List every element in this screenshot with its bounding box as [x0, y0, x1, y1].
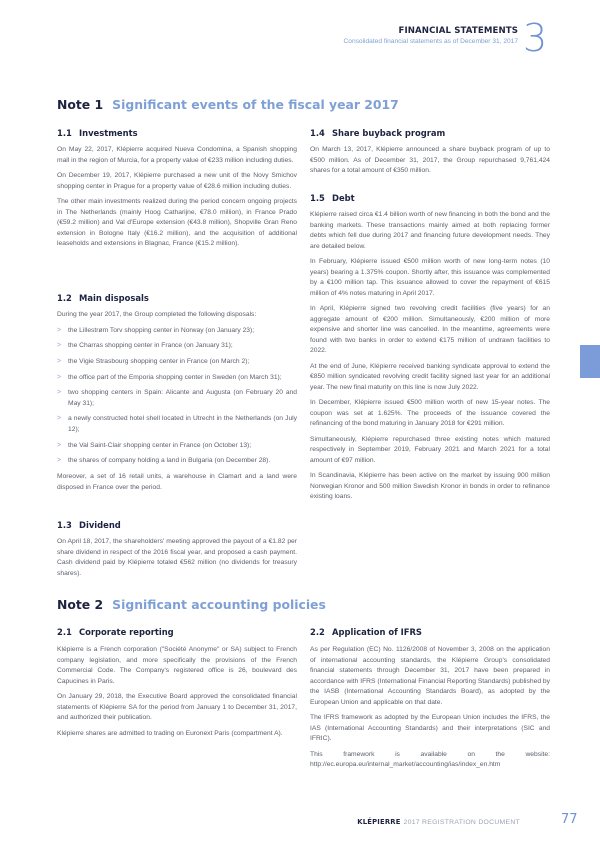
note-1-heading	[57, 97, 399, 113]
note-title: Significant events of the fiscal year 2017	[112, 97, 399, 112]
section-1-4-body	[310, 145, 550, 182]
paragraph: Simultaneously, Klépierre repurchased three existing notes which matured respectively in September 2019, February 2021 and March 2021 for a total amount of €97 million.	[310, 435, 550, 464]
note-number: Note 2	[57, 597, 104, 612]
section-number: 1.4	[310, 128, 325, 138]
section-1-4-heading	[310, 128, 445, 139]
section-number: 1.3	[57, 520, 72, 530]
paragraph: On January 29, 2018, the Executive Board approved the consolidated financial statements of Klépierre SA for the period from January 1 to December 31, 2017, and authorized their publication.	[57, 693, 297, 721]
page-footer	[357, 817, 520, 828]
list-item-text: the shares of company holding a land in Bulgaria (on December 28).	[68, 457, 271, 465]
section-1-1-heading	[57, 128, 138, 139]
page-number: 77	[561, 812, 578, 827]
paragraph: Moreover, a set of 16 retail units, a warehouse in Clamart and a land were disposed in France over the period.	[57, 473, 297, 491]
section-title: Main disposals	[79, 293, 149, 303]
list-item-text: the Vigie Strasbourg shopping center in France (on March 2);	[68, 357, 250, 365]
section-1-1-body	[57, 145, 297, 255]
section-1-2-heading	[57, 293, 149, 304]
list-item-text: the office part of the Emporia shopping center in Sweden (on March 31);	[68, 373, 282, 381]
list-item	[57, 456, 297, 467]
section-title: Investments	[79, 128, 138, 138]
paragraph: On April 18, 2017, the shareholders' meeting approved the payout of a €1.82 per share dividend in respect of the 2016 fiscal year, and proposed a cash payment. Cash dividend paid by Klépierre totaled €562 million (no dividends for treasury shares).	[57, 538, 297, 577]
paragraph: In February, Klépierre issued €500 million worth of new long-term notes (10 years) bearing a 1.375% coupon. Shortly after, this issuance was complemented by a €100 million tap. This issuance allowed to cover the repayment of €615 million of 4% notes maturing in April 2017.	[310, 258, 550, 297]
list-item-text: two shopping centers in Spain: Alicante and Augusta (on February 20 and May 31);	[68, 389, 297, 407]
section-title: Share buyback program	[332, 128, 446, 138]
paragraph: On December 19, 2017, Klépierre purchased a new unit of the Novy Smichov shopping center in Prague for a property value of €28.6 million including duties.	[57, 172, 297, 190]
list-item	[57, 341, 297, 352]
section-number: 1.1	[57, 128, 72, 138]
section-number: 1.2	[57, 293, 72, 303]
list-item	[57, 388, 297, 409]
chevron-right-icon: >	[57, 415, 62, 423]
disposals-list	[57, 326, 297, 467]
list-item	[57, 414, 297, 435]
paragraph: This framework is available on the website: http://ec.europa.eu/internal_market/accounting/ias/index_en.htm	[310, 750, 550, 768]
paragraph: In Scandinavia, Klépierre has been active on the market by issuing 900 million Norwegian Kronor and 500 million Swedish Kronor in bonds in order to refinance existing loans.	[310, 472, 550, 500]
note-title: Significant accounting policies	[112, 597, 326, 612]
paragraph: At the end of June, Klépierre received banking syndicate approval to extend the €850 million syndicated revolving credit facility signed last year for an additional year. The new final maturity on this line is now July 2022.	[310, 362, 550, 391]
document-name: 2017 REGISTRATION DOCUMENT	[403, 819, 520, 826]
chevron-right-icon: >	[57, 357, 62, 365]
chevron-right-icon: >	[57, 373, 62, 381]
section-2-1-heading	[57, 627, 174, 638]
chapter-number: 3	[523, 16, 548, 60]
section-1-3-body	[57, 537, 297, 584]
chevron-right-icon: >	[57, 342, 62, 350]
list-item	[57, 373, 297, 384]
section-1-5-heading	[310, 193, 355, 204]
section-2-2-body	[310, 645, 550, 776]
section-number: 1.5	[310, 193, 325, 203]
running-header	[344, 26, 518, 47]
section-2-1-body	[57, 645, 297, 744]
section-1-2-body	[57, 310, 297, 498]
section-1-3-heading	[57, 520, 121, 531]
paragraph: In December, Klépierre issued €500 million worth of new 15-year notes. The coupon was set at 1.625%. The proceeds of the issuance covered the refinancing of the bond maturing in January 2018 for €291 million.	[310, 399, 550, 427]
section-2-2-heading	[310, 627, 422, 638]
paragraph: The other main investments realized during the period concern ongoing projects in The Netherlands (mainly Hoog Catharijne, €78.0 million), in France Prado (€59.2 million) and Val d'Europe extension (€43.8 million), Shopville Gran Reno extension in Bologne Italy (€16.2 million), and the acquisition of additional leaseholds and extensions in Blagnac, France (€15.2 million).	[57, 198, 297, 247]
section-number: 2.1	[57, 627, 72, 637]
header-title: FINANCIAL STATEMENTS	[398, 26, 518, 36]
section-1-5-body	[310, 210, 550, 508]
brand-name: KLÉPIERRE	[357, 818, 401, 826]
list-item-text: a newly constructed hotel shell located in Utrecht in the Netherlands (on July 12);	[68, 415, 297, 433]
paragraph: In April, Klépierre signed two revolving credit facilities (five years) for an aggregate amount of €200 million. Simultaneously, €200 million of more expensive and shorter line was cancelled. In the meantime, agreements were found with two banks in order to extend €175 million of undrawn facilities to 2022.	[310, 305, 550, 354]
list-item-text: the Charras shopping center in France (on January 31);	[68, 342, 233, 350]
chevron-right-icon: >	[57, 389, 62, 397]
note-2-heading	[57, 597, 326, 613]
list-item	[57, 357, 297, 368]
chevron-right-icon: >	[57, 326, 62, 334]
paragraph: On May 22, 2017, Klépierre acquired Nueva Condomina, a Spanish shopping mall in the region of Murcia, for a property value of €233 million including duties.	[57, 146, 297, 164]
paragraph: On March 13, 2017, Klépierre announced a share buyback program of up to €500 million. As of December 31, 2017, the Group repurchased 9,761,424 shares for a total amount of €350 million.	[310, 146, 550, 174]
paragraph: Klépierre raised circa €1.4 billion worth of new financing in both the bond and the banking markets. These transactions mainly aimed at both replacing former debts which fell due during 2017 and financing future development needs. They are detailed below.	[310, 211, 550, 250]
section-title: Corporate reporting	[79, 627, 174, 637]
header-subtitle: Consolidated financial statements as of December 31, 2017	[343, 38, 518, 45]
paragraph: As per Regulation (EC) No. 1126/2008 of November 3, 2008 on the application of international accounting standards, the Klépierre Group's consolidated financial statements through December 31, 2017 have been prepared in accordance with IFRS (International Financial Reporting Standards) published by the IASB (International Accounting Standards Board), as adopted by the European Union and applicable on that date.	[310, 646, 550, 706]
paragraph: Klépierre shares are admitted to trading on Euronext Paris (compartment A).	[57, 729, 283, 737]
chevron-right-icon: >	[57, 457, 62, 465]
note-number: Note 1	[57, 97, 104, 112]
paragraph: During the year 2017, the Group completed the following disposals:	[57, 311, 257, 318]
paragraph: The IFRS framework as adopted by the European Union includes the IFRS, the IAS (International Accounting Standards) and their interpretations (SIC and IFRIC).	[310, 714, 550, 742]
list-item-text: the Lillestrøm Torv shopping center in Norway (on January 23);	[68, 326, 255, 334]
paragraph: Klépierre is a French corporation ("Société Anonyme" or SA) subject to French company legislation, and more specifically the provisions of the French Commercial Code. The Company's registered office is 26, boulevard des Capucines in Paris.	[57, 646, 297, 685]
chevron-right-icon: >	[57, 441, 62, 449]
list-item	[57, 326, 297, 337]
section-title: Debt	[332, 193, 355, 203]
section-title: Application of IFRS	[332, 627, 422, 637]
section-number: 2.2	[310, 627, 325, 637]
chapter-tab-marker	[580, 345, 600, 378]
list-item-text: the Val Saint-Clair shopping center in France (on October 13);	[68, 441, 252, 449]
section-title: Dividend	[79, 520, 121, 530]
list-item	[57, 441, 297, 452]
